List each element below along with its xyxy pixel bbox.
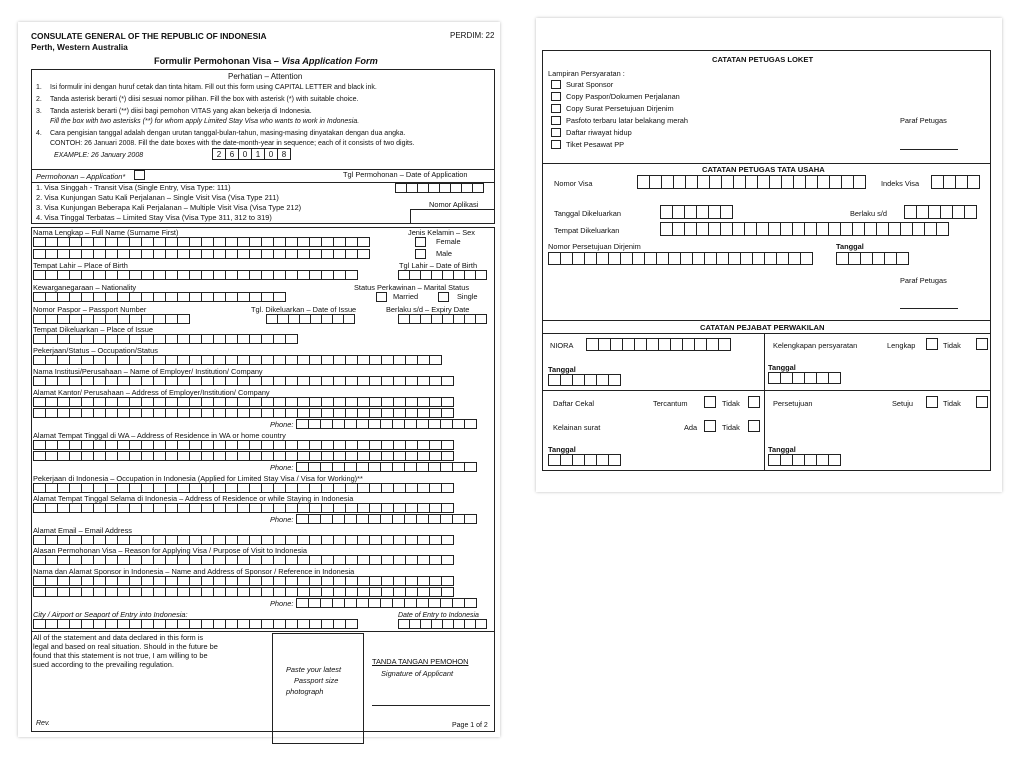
signature-heading: TANDA TANGAN PEMOHON	[372, 657, 469, 666]
paraf-petugas-label: Paraf Petugas	[900, 116, 947, 125]
employer-phone-boxes[interactable]	[296, 419, 476, 429]
sponsor-label: Nama dan Alamat Sponsor in Indonesia – Name and Address of Sponsor / Reference in Indonesia	[33, 567, 355, 576]
tanggal-label: Tanggal	[548, 365, 576, 374]
nomor-visa-label: Nomor Visa	[554, 179, 593, 188]
tidak-label: Tidak	[943, 341, 961, 350]
attachment-checkbox[interactable]	[551, 80, 561, 89]
tidak-checkbox[interactable]	[976, 338, 988, 350]
residence-address-label: Alamat Tempat Tinggal di WA – Address of Residence in WA or home country	[33, 431, 286, 440]
nomor-persetujuan-boxes[interactable]	[548, 252, 812, 265]
nationality-label: Kewarganegaraan – Nationality	[33, 283, 137, 292]
instruction-number: 1.	[36, 84, 42, 91]
signature-subheading: Signature of Applicant	[381, 669, 454, 678]
port-of-entry-label: City / Airport or Seaport of Entry into Indonesia:	[33, 610, 188, 619]
occupation-indonesia-boxes[interactable]	[33, 483, 453, 493]
married-label: Married	[393, 292, 419, 301]
sponsor-phone-boxes[interactable]	[296, 598, 476, 608]
form-title-id: Formulir Permohonan Visa –	[154, 56, 282, 66]
paraf-line[interactable]	[900, 308, 958, 309]
lengkap-checkbox[interactable]	[926, 338, 938, 350]
instruction-text: Cara pengisian tanggal adalah dengan urutan tanggal-bulan-tahun, masing-masing dinyatakan dengan dua angka.	[50, 130, 406, 137]
revision-label: Rev.	[36, 720, 50, 727]
nomor-persetujuan-label: Nomor Persetujuan Dirjenim	[548, 242, 641, 251]
attachment-label: Tiket Pesawat PP	[566, 140, 625, 149]
perdim-code: PERDIM: 22	[450, 31, 495, 40]
address-indonesia-label: Alamat Tempat Tinggal Selama di Indonesia – Address of Residence or while Staying in Indonesia	[33, 494, 354, 503]
statement-line: found that this statement is not true, I am willing to be	[33, 651, 208, 660]
date-of-issue-boxes[interactable]	[266, 314, 354, 324]
tanggal-label: Tanggal	[768, 363, 796, 372]
date-of-entry-boxes[interactable]	[398, 619, 486, 629]
phone-label: Phone:	[270, 599, 294, 608]
example-label: EXAMPLE: 26 January 2008	[54, 152, 144, 159]
female-checkbox[interactable]	[415, 237, 426, 247]
digit-box: 6	[225, 148, 239, 160]
setuju-label: Setuju	[892, 399, 913, 408]
digit-box: 0	[238, 148, 252, 160]
attachment-checkbox[interactable]	[551, 92, 561, 101]
attachment-label: Surat Sponsor	[566, 80, 614, 89]
passport-number-boxes[interactable]	[33, 314, 189, 324]
lengkap-label: Lengkap	[887, 341, 916, 350]
reason-boxes[interactable]	[33, 555, 453, 565]
instruction-text: Isi formulir ini dengan huruf cetak dan tinta hitam. Fill out this form using CAPITAL LETTER and black ink.	[50, 84, 377, 91]
employer-address-boxes[interactable]	[33, 397, 453, 407]
date-of-birth-boxes[interactable]	[398, 270, 486, 280]
instruction-number: 2.	[36, 96, 42, 103]
attachment-checkbox[interactable]	[551, 116, 561, 125]
loket-title: CATATAN PETUGAS LOKET	[712, 55, 814, 64]
photo-text: Paste your latest	[286, 665, 342, 674]
indeks-visa-label: Indeks Visa	[881, 179, 920, 188]
expiry-date-boxes[interactable]	[398, 314, 486, 324]
date-of-application-boxes[interactable]	[395, 183, 483, 193]
single-label: Single	[457, 292, 478, 301]
ada-checkbox[interactable]	[704, 420, 716, 432]
date-of-application-label: Tgl Permohonan – Date of Application	[343, 170, 468, 179]
attachment-label: Copy Surat Persetujuan Dirjenim	[566, 104, 674, 113]
consulate-name: CONSULATE GENERAL OF THE REPUBLIC OF INDONESIA	[31, 31, 267, 41]
phone-label: Phone:	[270, 420, 294, 429]
statement-line: All of the statement and data declared in this form is	[33, 633, 204, 642]
visa-application-page	[18, 22, 500, 737]
berlaku-boxes[interactable]	[904, 205, 976, 219]
tanggal-dikeluarkan-label: Tanggal Dikeluarkan	[554, 209, 621, 218]
attachment-checkbox[interactable]	[551, 104, 561, 113]
attachment-label: Pasfoto terbaru latar belakang merah	[566, 116, 689, 125]
date-of-issue-label: Tgl. Dikeluarkan – Date of Issue	[251, 305, 357, 314]
employer-name-label: Nama Institusi/Perusahaan – Name of Employer/ Institution/ Company	[33, 367, 263, 376]
application-label: Permohonan – Application*	[36, 172, 126, 181]
ada-label: Ada	[684, 423, 698, 432]
expiry-date-label: Berlaku s/d – Expiry Date	[386, 305, 470, 314]
setuju-checkbox[interactable]	[926, 396, 938, 408]
female-label: Female	[436, 237, 461, 246]
sponsor-boxes-line2[interactable]	[33, 587, 453, 597]
attention-heading: Perhatian – Attention	[228, 72, 303, 81]
cekal-tanggal-boxes[interactable]	[548, 454, 620, 466]
berlaku-label: Berlaku s/d	[850, 209, 887, 218]
residence-address-boxes[interactable]	[33, 440, 453, 450]
office-notes-page	[536, 18, 1002, 492]
place-of-issue-boxes[interactable]	[33, 334, 297, 344]
tempat-dikeluarkan-boxes[interactable]	[660, 222, 948, 236]
instruction-text: CONTOH: 26 Januari 2008. Fill the date boxes with the date-month-year in sequence; each of it consists of two digits.	[50, 140, 415, 147]
attachment-label: Copy Paspor/Dokumen Perjalanan	[566, 92, 680, 101]
paraf-petugas-label: Paraf Petugas	[900, 276, 947, 285]
photo-text: photograph	[286, 687, 324, 696]
instruction-number: 3.	[36, 108, 42, 115]
persetujuan-tidak-checkbox[interactable]	[976, 396, 988, 408]
occupation-boxes[interactable]	[33, 355, 441, 365]
consulate-city: Perth, Western Australia	[31, 42, 128, 52]
instruction-text: Fill the box with two asterisks (**) for whom apply Limited Stay Visa who wants to work in Indonesia.	[50, 118, 360, 125]
sponsor-boxes[interactable]	[33, 576, 453, 586]
indeks-visa-boxes[interactable]	[931, 175, 979, 189]
marital-status-label: Status Perkawinan – Marital Status	[354, 283, 470, 292]
residence-phone-boxes[interactable]	[296, 462, 476, 472]
tercantum-label: Tercantum	[653, 399, 688, 408]
employer-address-label: Alamat Kantor/ Perusahaan – Address of Employer/Institution/ Company	[33, 388, 270, 397]
niora-tanggal-boxes[interactable]	[548, 374, 620, 386]
sex-label: Jenis Kelamin – Sex	[408, 228, 475, 237]
tanggal-label: Tanggal	[548, 445, 576, 454]
place-of-birth-label: Tempat Lahir – Place of Birth	[33, 261, 128, 270]
kelainan-tidak-checkbox[interactable]	[748, 420, 760, 432]
phone-label: Phone:	[270, 463, 294, 472]
nomor-aplikasi-label: Nomor Aplikasi	[429, 200, 479, 209]
single-checkbox[interactable]	[438, 292, 449, 302]
male-checkbox[interactable]	[415, 249, 426, 259]
cekal-tidak-checkbox[interactable]	[748, 396, 760, 408]
visa-type-option: 1. Visa Singgah - Transit Visa (Single Entry, Visa Type: 111)	[36, 183, 231, 192]
kelainan-surat-label: Kelainan surat	[553, 423, 601, 432]
tanggal-label: Tanggal	[836, 242, 864, 251]
digit-box: 8	[277, 148, 291, 160]
email-label: Alamat Email – Email Address	[33, 526, 132, 535]
visa-type-option: 2. Visa Kunjungan Satu Kali Perjalanan – Single Visit Visa (Visa Type 211)	[36, 193, 279, 202]
email-boxes[interactable]	[33, 535, 453, 545]
kelengkapan-label: Kelengkapan persyaratan	[773, 341, 858, 350]
residence-address-boxes-line2[interactable]	[33, 451, 453, 461]
digit-box: 0	[264, 148, 278, 160]
employer-name-boxes[interactable]	[33, 376, 453, 386]
application-type-box[interactable]	[134, 170, 145, 180]
lampiran-label: Lampiran Persyaratan :	[548, 69, 625, 78]
kelengkapan-tanggal-boxes[interactable]	[768, 372, 840, 384]
indonesia-phone-boxes[interactable]	[296, 514, 476, 524]
example-date-boxes	[212, 148, 290, 160]
page-number: Page 1 of 2	[452, 722, 488, 729]
place-of-issue-label: Tempat Dikeluarkan – Place of Issue	[33, 325, 153, 334]
nationality-boxes[interactable]	[33, 292, 285, 302]
statement-line: legal and based on real situation. Should in the future be	[33, 642, 218, 651]
tempat-dikeluarkan-label: Tempat Dikeluarkan	[554, 226, 620, 235]
visa-type-option: 4. Visa Tinggal Terbatas – Limited Stay Visa (Visa Type 311, 312 to 319)	[36, 213, 272, 222]
tanggal-persetujuan-boxes[interactable]	[836, 252, 908, 265]
male-label: Male	[436, 249, 453, 258]
attachment-checkbox[interactable]	[551, 140, 561, 149]
signature-line[interactable]	[372, 705, 490, 706]
reason-label: Alasan Permohonan Visa – Reason for Applying Visa / Purpose of Visit to Indonesia	[33, 546, 308, 555]
occupation-indonesia-label: Pekerjaan di Indonesia – Occupation in Indonesia (Applied for Limited Stay Visa / Visa for Working)**	[33, 474, 363, 483]
perwakilan-title: CATATAN PEJABAT PERWAKILAN	[700, 323, 825, 332]
place-of-birth-boxes[interactable]	[33, 270, 357, 280]
date-of-entry-label: Date of Entry to Indonesia	[398, 612, 479, 619]
daftar-cekal-label: Daftar Cekal	[553, 399, 595, 408]
full-name-boxes[interactable]	[33, 237, 369, 247]
niora-label: NIORA	[550, 341, 574, 350]
tidak-label: Tidak	[943, 399, 961, 408]
persetujuan-tanggal-boxes[interactable]	[768, 454, 840, 466]
employer-address-boxes-line2[interactable]	[33, 408, 453, 418]
married-checkbox[interactable]	[376, 292, 387, 302]
tercantum-checkbox[interactable]	[704, 396, 716, 408]
tanggal-dikeluarkan-boxes[interactable]	[660, 205, 732, 219]
tidak-label: Tidak	[722, 399, 740, 408]
persetujuan-label: Persetujuan	[773, 399, 813, 408]
tidak-label: Tidak	[722, 423, 740, 432]
attachment-checkbox[interactable]	[551, 128, 561, 137]
instruction-text: Tanda asterisk berarti (*) diisi sesuai nomor pilihan. Fill the box with asterisk (*) with suitable choice.	[50, 96, 359, 103]
instruction-number: 4.	[36, 130, 42, 137]
phone-label: Phone:	[270, 515, 294, 524]
visa-type-option: 3. Visa Kunjungan Beberapa Kali Perjalanan – Multiple Visit Visa (Visa Type 212)	[36, 203, 302, 212]
tanggal-label: Tanggal	[768, 445, 796, 454]
digit-box: 1	[251, 148, 265, 160]
full-name-boxes-line2[interactable]	[33, 249, 369, 259]
date-of-birth-label: Tgl Lahir – Date of Birth	[399, 261, 478, 270]
form-title	[154, 57, 378, 66]
port-of-entry-boxes[interactable]	[33, 619, 357, 629]
passport-number-label: Nomor Paspor – Passport Number	[33, 305, 147, 314]
instruction-text: Tanda asterisk berarti (**) diisi bagi pemohon VITAS yang akan bekerja di Indonesia.	[50, 108, 312, 115]
paraf-line[interactable]	[900, 149, 958, 150]
nomor-visa-boxes[interactable]	[637, 175, 865, 189]
full-name-label: Nama Lengkap – Full Name (Surname First)	[33, 228, 179, 237]
attachment-label: Daftar riwayat hidup	[566, 128, 632, 137]
statement-line: sued according to the prevailing regulation.	[33, 660, 174, 669]
form-title-en: Visa Application Form	[281, 56, 378, 66]
niora-boxes[interactable]	[586, 338, 730, 351]
tata-usaha-title: CATATAN PETUGAS TATA USAHA	[702, 165, 825, 174]
photo-text: Passport size	[294, 676, 339, 685]
digit-box: 2	[212, 148, 226, 160]
address-indonesia-boxes[interactable]	[33, 503, 453, 513]
occupation-label: Pekerjaan/Status – Occupation/Status	[33, 346, 158, 355]
